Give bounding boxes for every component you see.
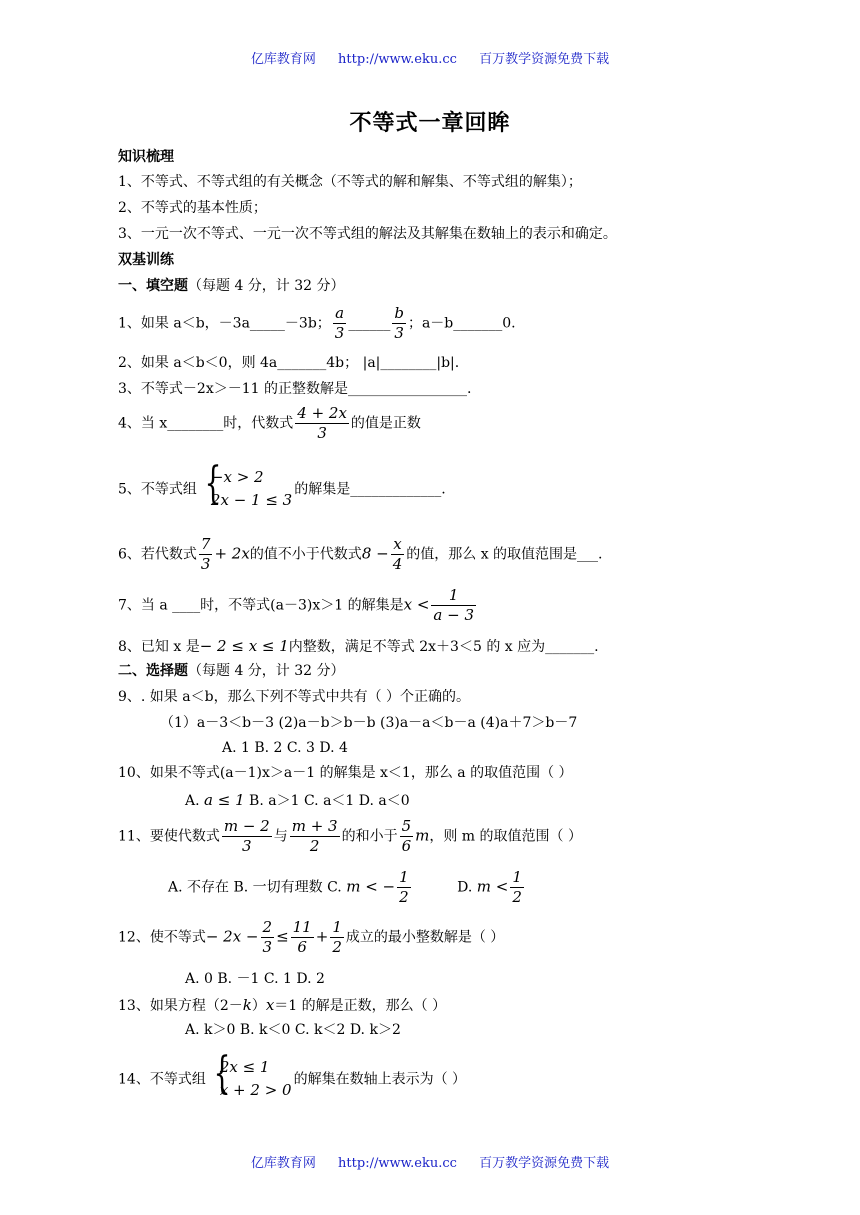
q11-option-d[interactable]: D. <box>457 879 473 896</box>
math-expr: m < <box>476 877 509 896</box>
q10-option-a[interactable]: A. <box>185 793 200 809</box>
q11-part4: ，则 m 的取值范围（ ） <box>429 828 582 845</box>
denominator: 4 <box>392 554 403 573</box>
system-row: 2x − 1 ≤ 3 <box>210 491 293 510</box>
fraction <box>431 586 476 625</box>
q12-options[interactable]: A. 0 B. －1 C. 1 D. 2 <box>185 971 325 987</box>
inequality-system <box>199 458 293 513</box>
math-expr: m <box>415 826 430 845</box>
system-row: 2x ≤ 1 <box>219 1058 270 1076</box>
q5-part2: 的解集是_____________. <box>294 481 446 498</box>
footer-site[interactable]: 亿库教育网 <box>250 1156 316 1171</box>
denominator: 3 <box>262 937 273 956</box>
fraction <box>222 817 272 856</box>
q6-part2: 的值不小于代数式 <box>249 546 362 563</box>
numerator: x <box>391 535 405 555</box>
denominator: 3 <box>334 323 345 342</box>
fill-heading: 一、填空题 <box>118 278 188 294</box>
denominator: a − 3 <box>433 605 474 624</box>
choice-section-heading <box>118 664 345 679</box>
q9-statements: （1）a－3＜b－3 (2)a－b＞b－b (3)a－a＜b－a (4)a＋7＞b－7 <box>160 715 578 731</box>
fraction <box>199 535 213 574</box>
question-4 <box>118 404 421 443</box>
math-var: x <box>265 996 275 1014</box>
math-expr: − 2x − <box>205 927 259 946</box>
question-11 <box>118 817 582 856</box>
denominator: 3 <box>200 554 211 573</box>
denominator: 2 <box>332 937 342 956</box>
knowledge-item-2: 2、不等式的基本性质； <box>118 200 267 216</box>
fraction <box>333 304 347 343</box>
numerator: 1 <box>399 868 409 886</box>
fraction <box>330 918 344 957</box>
denominator: 3 <box>241 836 252 855</box>
question-12 <box>118 918 504 957</box>
document-title: 不等式一章回眸 <box>349 111 511 136</box>
inequality-system <box>208 1048 292 1103</box>
q4-part2: 的值是正数 <box>350 415 421 432</box>
fraction <box>400 817 414 856</box>
q1-part2: ；a－b_______0. <box>407 315 516 332</box>
choice-note: （每题 4 分，计 32 分） <box>188 663 345 679</box>
knowledge-item-1: 1、不等式、不等式组的有关概念（不等式的解和解集、不等式组的解集）； <box>118 174 582 190</box>
q10-options[interactable] <box>185 792 410 809</box>
fill-section-heading <box>118 279 345 294</box>
section-training-heading: 双基训练 <box>118 252 174 268</box>
numerator: m − 2 <box>223 817 270 835</box>
brace-icon: { <box>204 458 222 509</box>
fraction <box>291 918 314 957</box>
numerator: 4 + 2x <box>297 404 347 422</box>
q14-part1: 14、不等式组 <box>118 1071 206 1088</box>
numerator: 2 <box>262 918 273 936</box>
q6-part1: 6、若代数式 <box>118 546 197 563</box>
question-9: 9、. 如果 a＜b，那么下列不等式中共有（ ）个正确的。 <box>118 689 471 705</box>
math-expr: a ≤ 1 <box>204 791 245 809</box>
knowledge-item-3: 3、一元一次不等式、一元一次不等式组的解法及其解集在数轴上的表示和确定。 <box>118 226 617 242</box>
q13-part1: 13、如果方程（2－ <box>118 998 243 1014</box>
numerator: m + 3 <box>291 817 338 835</box>
q9-options[interactable]: A. 1 B. 2 C. 3 D. 4 <box>222 740 348 756</box>
question-6 <box>118 535 603 574</box>
denominator: 3 <box>317 423 327 442</box>
q6-part3: 的值，那么 x 的取值范围是___. <box>406 546 603 563</box>
q5-part1: 5、不等式组 <box>118 481 197 498</box>
q13-options[interactable]: A. k＞0 B. k＜0 C. k＜2 D. k＞2 <box>185 1022 401 1038</box>
denominator: 6 <box>401 836 412 855</box>
question-7 <box>118 586 478 625</box>
fraction <box>261 918 275 957</box>
q14-part2: 的解集在数轴上表示为（ ） <box>293 1071 467 1088</box>
math-expr: + <box>315 927 329 946</box>
question-3: 3、不等式－2x＞－11 的正整数解是_________________. <box>118 381 472 397</box>
q13-part3: ＝1 的解是正数，那么（ ） <box>274 998 447 1014</box>
fraction <box>391 535 405 574</box>
question-8 <box>118 638 599 655</box>
numerator: 5 <box>401 817 412 835</box>
q1-blank[interactable]: ______ <box>348 315 391 332</box>
footer-url[interactable]: http://www.eku.cc <box>338 1156 457 1171</box>
fraction <box>392 304 406 343</box>
question-13 <box>118 997 446 1014</box>
page-header <box>0 48 860 67</box>
denominator: 2 <box>399 887 409 906</box>
fraction <box>295 404 349 443</box>
denominator: 6 <box>297 937 307 956</box>
denominator: 3 <box>394 323 404 342</box>
denominator: 2 <box>512 887 522 906</box>
math-expr: 8 − <box>361 544 389 563</box>
q13-part2: ） <box>251 998 266 1014</box>
numerator: 7 <box>200 535 211 553</box>
header-slogan[interactable]: 百万教学资源免费下载 <box>479 52 610 67</box>
page-footer <box>0 1152 860 1171</box>
math-expr: + 2x <box>214 544 250 563</box>
footer-slogan[interactable]: 百万教学资源免费下载 <box>479 1156 610 1171</box>
q11-options-ab[interactable]: A. 不存在 B. 一切有理数 C. <box>168 879 342 896</box>
q11-options[interactable] <box>168 868 526 907</box>
math-expr: m < − <box>346 877 396 896</box>
numerator: 1 <box>431 586 476 606</box>
fraction <box>290 817 340 856</box>
numerator: b <box>394 304 404 322</box>
q4-part1: 4、当 x________时，代数式 <box>118 415 294 432</box>
question-10: 10、如果不等式(a－1)x＞a－1 的解集是 x＜1，那么 a 的取值范围（ ） <box>118 765 573 781</box>
math-expr: ≤ <box>276 927 289 946</box>
q12-part2: 成立的最小整数解是（ ） <box>345 929 505 946</box>
numerator: 1 <box>512 868 522 886</box>
system-row: −x > 2 <box>210 468 264 486</box>
fraction <box>510 868 524 907</box>
section-knowledge-heading: 知识梳理 <box>118 149 174 165</box>
q8-part2: 内整数，满足不等式 2x＋3＜5 的 x 应为_______. <box>288 639 599 655</box>
math-var: k <box>242 996 252 1014</box>
q7-part1: 7、当 a ____时，不等式(a－3)x＞1 的解集是 <box>118 597 404 614</box>
header-url[interactable]: http://www.eku.cc <box>338 52 457 67</box>
math-expr: x < <box>403 595 430 614</box>
fraction <box>397 868 411 907</box>
fill-note: （每题 4 分，计 32 分） <box>188 278 345 294</box>
math-expr: − 2 ≤ x ≤ 1 <box>199 637 289 655</box>
numerator: 1 <box>332 918 342 936</box>
header-site[interactable]: 亿库教育网 <box>250 52 316 67</box>
denominator: 2 <box>309 836 320 855</box>
question-5 <box>118 458 446 513</box>
q12-part1: 12、使不等式 <box>118 929 206 946</box>
q11-part3: 的和小于 <box>341 828 398 845</box>
question-2: 2、如果 a＜b＜0，则 4a_______4b； |a|________|b|. <box>118 355 460 371</box>
q8-part1: 8、已知 x 是 <box>118 639 200 655</box>
numerator: 11 <box>292 918 312 936</box>
q11-part2: 与 <box>273 828 288 845</box>
q10-other-options[interactable]: B. a＞1 C. a＜1 D. a＜0 <box>244 793 410 809</box>
choice-heading: 二、选择题 <box>118 663 188 679</box>
q11-part1: 11、要使代数式 <box>118 828 220 845</box>
q1-part1: 1、如果 a＜b，－3a_____－3b； <box>118 315 331 332</box>
question-1 <box>118 304 516 343</box>
numerator: a <box>333 304 347 324</box>
brace-icon: { <box>213 1048 231 1099</box>
question-14 <box>118 1048 467 1103</box>
system-row: x + 2 > 0 <box>219 1081 292 1100</box>
